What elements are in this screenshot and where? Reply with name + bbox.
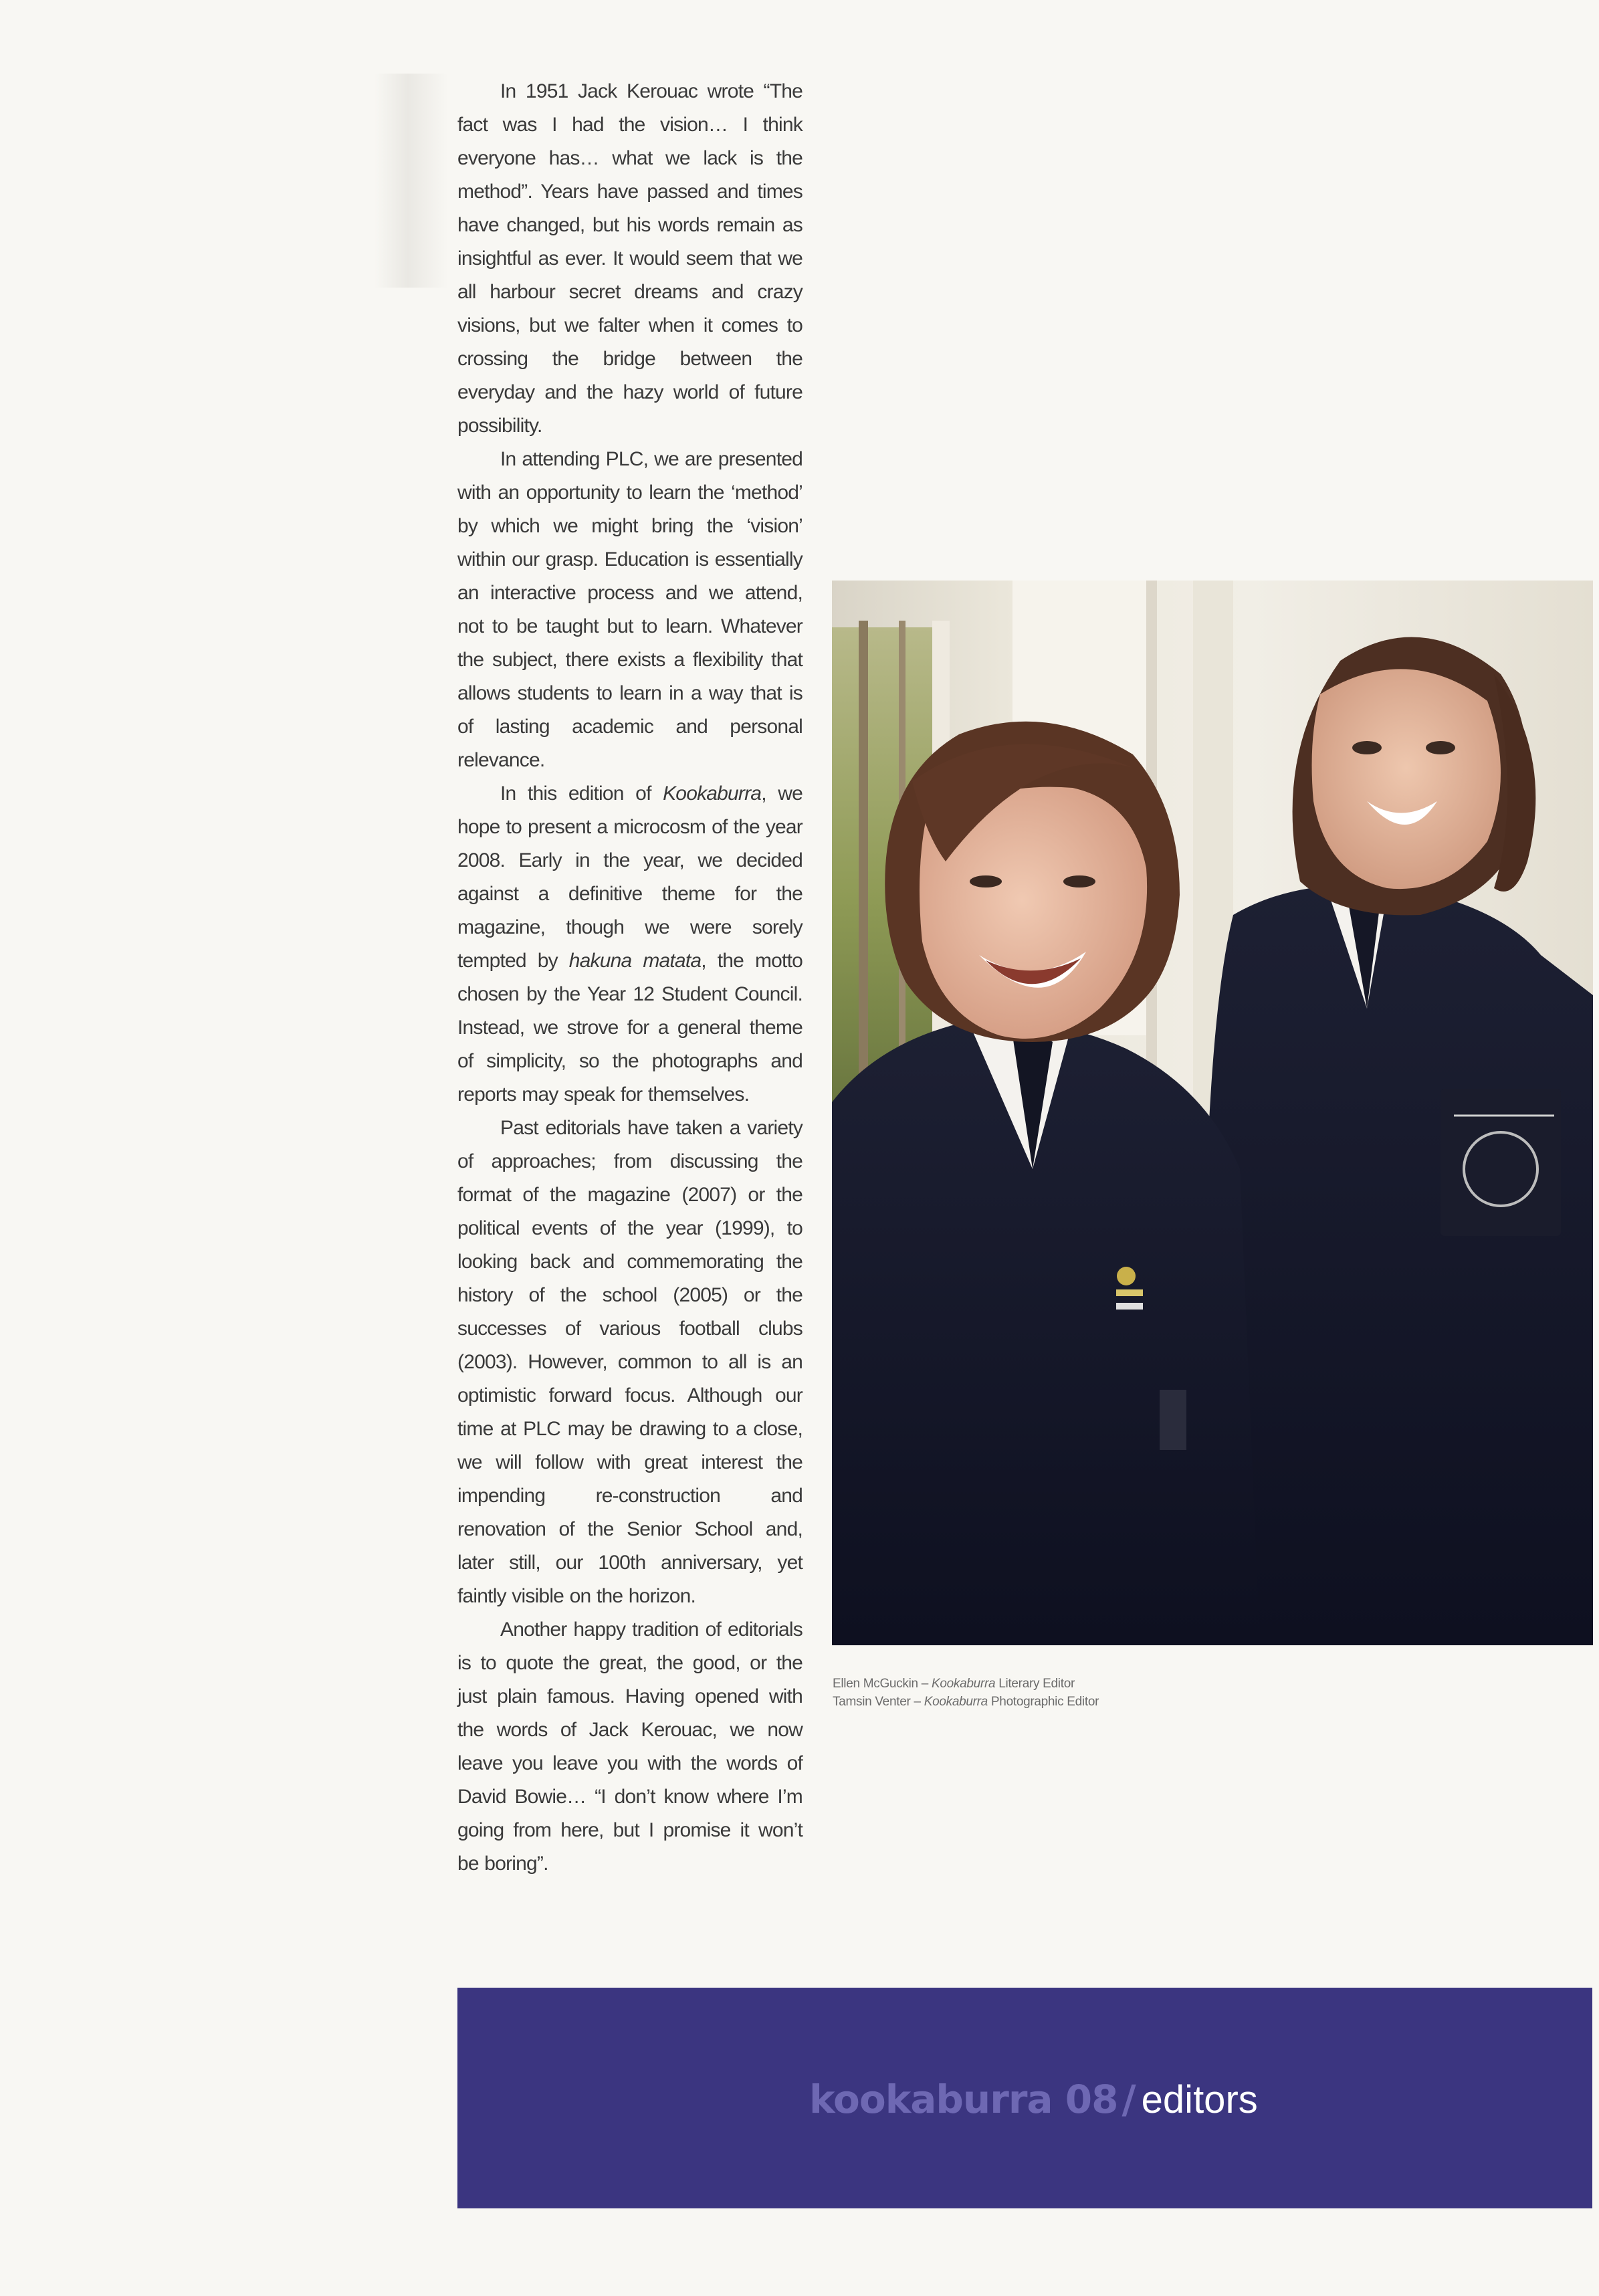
banner-separator: / bbox=[1122, 2077, 1136, 2122]
editors-photo bbox=[832, 581, 1593, 1645]
article-text: In this edition of bbox=[500, 782, 663, 805]
article-text: Past editorials have taken a variety of approaches; from discussing the format of the magazine (2007) or the political events of the year (1999), to looking back and commemorating the history of the school (2005) or the successes of various football clubs (2003). However, common to all is an optimistic forward focus. Although our time at PLC may be drawing to a close, we will follow with great interest the impending re-construction and renovation of the Senior School and, later still, our 100th anniversary, yet faintly visible on the horizon. bbox=[457, 1117, 803, 1607]
photo-caption bbox=[833, 1675, 1434, 1711]
caption-role: Photographic Editor bbox=[987, 1695, 1099, 1709]
article-text: , we hope to present a microcosm of the year 2008. Early in the year, we decided against a definitive theme for the magazine, though we were sorely tempted by bbox=[457, 782, 803, 972]
article-italic-text: Kookaburra bbox=[663, 782, 762, 805]
article-paragraph bbox=[457, 777, 803, 1112]
banner-brand: kookaburra 08 bbox=[809, 2077, 1118, 2122]
banner-title bbox=[809, 2078, 1258, 2121]
banner-section-name: editors bbox=[1141, 2078, 1258, 2121]
article-text: In 1951 Jack Kerouac wrote “The fact was I had the vision… I think everyone has… what we lack is the method”. Years have passed and times have changed, but his words remain as insightful as ever. It would seem that we all harbour secret dreams and crazy visions, but we falter when it comes to crossing the bridge between the everyday and the hazy world of future possibility. bbox=[457, 80, 803, 437]
caption-line-photographic-editor bbox=[833, 1693, 1434, 1711]
editorial-article bbox=[457, 75, 803, 1881]
article-italic-text: hakuna matata bbox=[568, 950, 702, 972]
article-paragraph bbox=[457, 1112, 803, 1613]
page-shadow bbox=[375, 74, 448, 288]
article-text: In attending PLC, we are presented with an opportunity to learn the ‘method’ by which we might bring the ‘vision’ within our grasp. Education is essentially an interactive process and we attend, not to be taught but to learn. Whatever the subject, there exists a flexibility that allows students to learn in a way that is of lasting academic and personal relevance. bbox=[457, 448, 803, 771]
article-text: , the motto chosen by the Year 12 Student Council. Instead, we strove for a general theme of simplicity, so the photographs and reports may speak for themselves. bbox=[457, 950, 803, 1106]
caption-role: Literary Editor bbox=[995, 1677, 1075, 1691]
caption-name: Ellen McGuckin – bbox=[833, 1677, 932, 1691]
article-paragraph bbox=[457, 443, 803, 777]
article-paragraph bbox=[457, 75, 803, 443]
caption-publication: Kookaburra bbox=[924, 1695, 988, 1709]
article-text: Another happy tradition of editorials is to quote the great, the good, or the just plain famous. Having opened with the words of Jack Kerouac, we now leave you leave you with the words of David Bowie… “I don’t know where I’m going from here, but I promise it won’t be boring”. bbox=[457, 1619, 803, 1875]
article-paragraph bbox=[457, 1613, 803, 1881]
caption-line-literary-editor bbox=[833, 1675, 1434, 1693]
caption-name: Tamsin Venter – bbox=[833, 1695, 924, 1709]
caption-publication: Kookaburra bbox=[932, 1677, 996, 1691]
